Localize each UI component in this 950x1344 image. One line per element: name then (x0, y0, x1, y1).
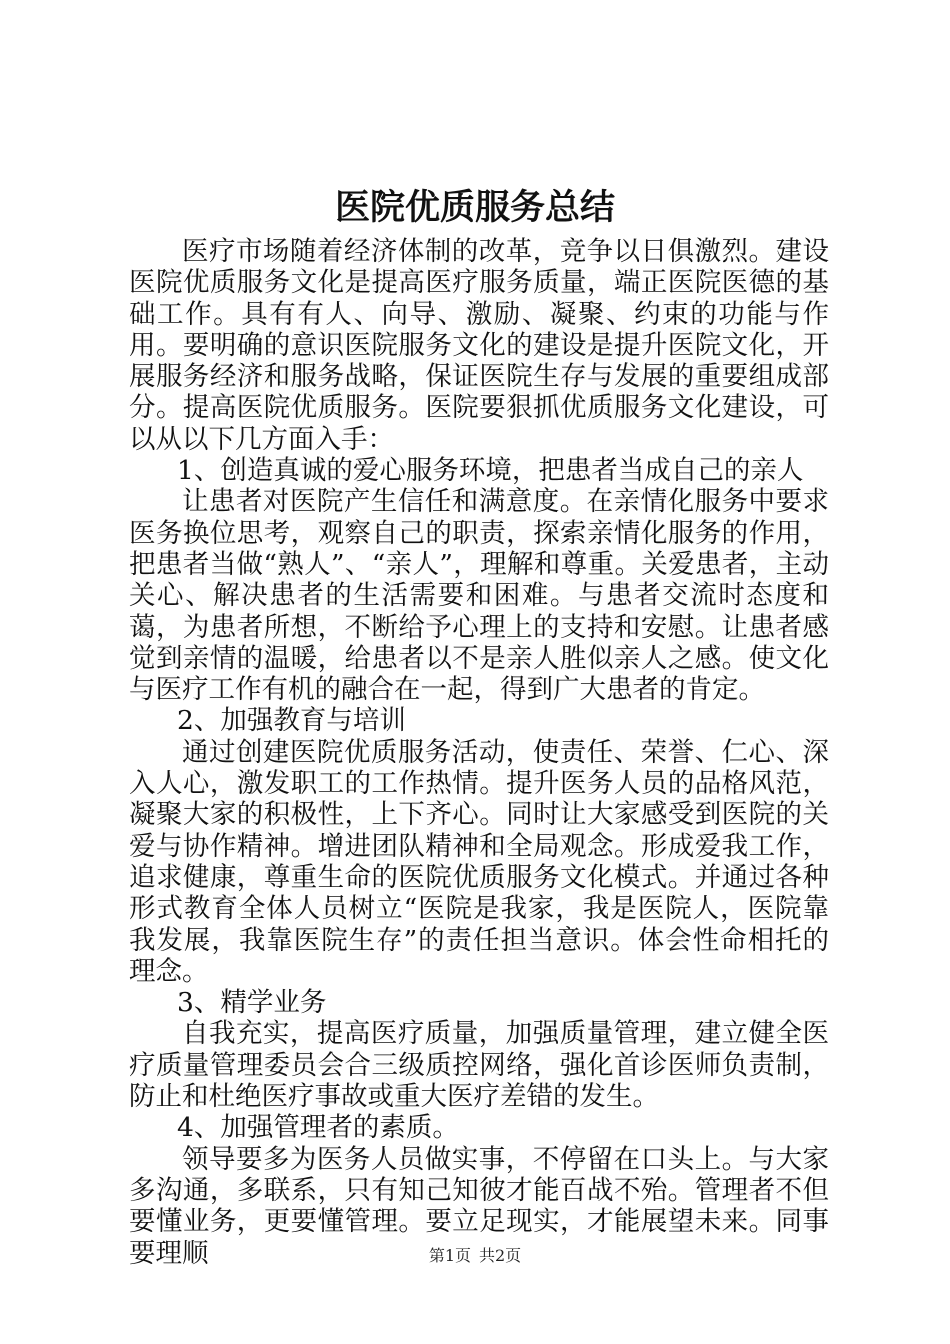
paragraph-section-1: 让患者对医院产生信任和满意度。在亲情化服务中要求医务换位思考，观察自己的职责，探索亲情化服务的作用，把患者当做“熟人”、“亲人”，理解和尊重。关爱患者，主动关心、解决患者的生活需要和困难。与患者交流时态度和蔼，为患者所想，不断给予心理上的支持和安慰。让患者感觉到亲情的温暖，给患者以不是亲人胜似亲人之感。使文化与医疗工作有机的融合在一起，得到广大患者的肯定。 (129, 486, 829, 706)
document-title: 医院优质服务总结 (334, 187, 615, 228)
section-heading-4: 4、加强管理者的素质。 (177, 1112, 459, 1144)
section-heading-2: 2、加强教育与培训 (177, 705, 406, 737)
page-footer (0, 1244, 950, 1268)
page-number: 第1页 (428, 1246, 471, 1265)
paragraph-section-4: 领导要多为医务人员做实事，不停留在口头上。与大家多沟通，多联系，只有知己知彼才能百战不殆。管理者不但要懂业务，更要懂管理。要立足现实，才能展望未来。同事要理顺 (129, 1143, 829, 1269)
section-heading-1: 1、创造真诚的爱心服务环境，把患者当成自己的亲人 (177, 455, 804, 487)
paragraph-section-2: 通过创建医院优质服务活动，使责任、荣誉、仁心、深入人心，激发职工的工作热情。提升医务人员的品格风范，凝聚大家的积极性，上下齐心。同时让大家感受到医院的关爱与协作精神。增进团队精神和全局观念。形成爱我工作，追求健康，尊重生命的医院优质服务文化模式。并通过各种形式教育全体人员树立“医院是我家，我是医院人，医院靠我发展，我靠医院生存”的责任担当意识。体会性命相托的理念。 (129, 736, 829, 987)
document-body (129, 236, 829, 1269)
section-heading-3: 3、精学业务 (177, 987, 327, 1019)
page-total: 共2页 (479, 1246, 522, 1265)
paragraph-intro: 医疗市场随着经济体制的改革，竞争以日俱激烈。建设医院优质服务文化是提高医疗服务质量，端正医院医德的基础工作。具有有人、向导、激励、凝聚、约束的功能与作用。要明确的意识医院服务文化的建设是提升医院文化，开展服务经济和服务战略，保证医院生存与发展的重要组成部分。提高医院优质服务。医院要狠抓优质服务文化建设，可以从以下几方面入手： (129, 236, 829, 455)
paragraph-section-3: 自我充实，提高医疗质量，加强质量管理，建立健全医疗质量管理委员会合三级质控网络，强化首诊医师负责制，防止和杜绝医疗事故或重大医疗差错的发生。 (129, 1018, 829, 1113)
